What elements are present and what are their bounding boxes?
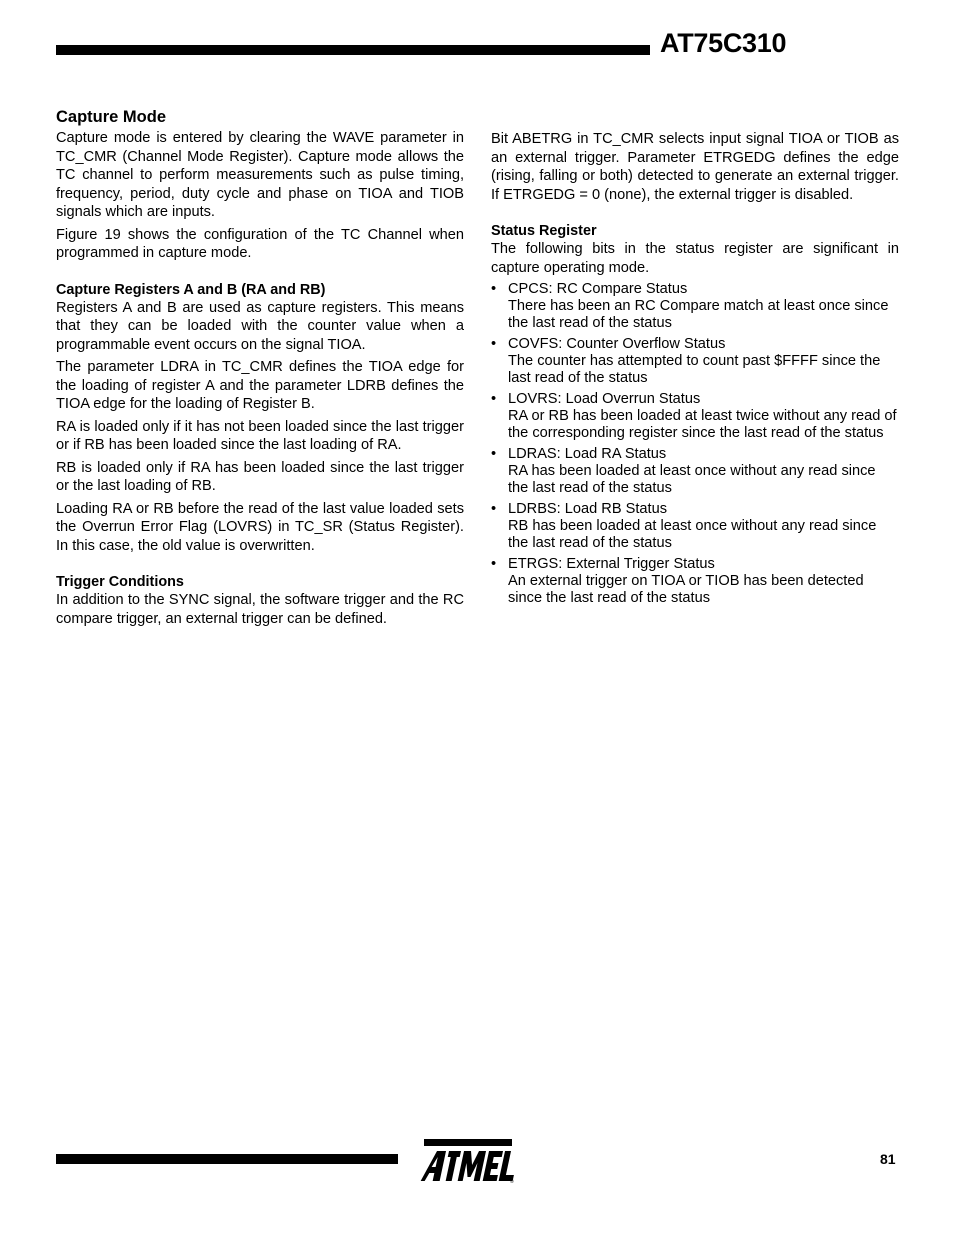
list-item — [491, 556, 899, 607]
bullet-icon: • — [491, 281, 497, 297]
document-title: AT75C310 — [660, 28, 787, 58]
paragraph: Loading RA or RB before the read of the last value loaded sets the Overrun Error Flag (LOVRS) in TC_SR (Status Register). In this case, the old value is overwritten. — [56, 500, 464, 554]
svg-text:®: ® — [510, 1179, 514, 1185]
paragraph: The parameter LDRA in TC_CMR defines the TIOA edge for the loading of register A and the parameter LDRB defines the TIOA edge for the loading of Register B. — [56, 359, 464, 412]
paragraph: In addition to the SYNC signal, the software trigger and the RC compare trigger, an external trigger can be defined. — [56, 592, 464, 627]
bullet-icon: • — [491, 336, 497, 352]
status-bit-list — [491, 281, 899, 607]
list-item-desc: RA has been loaded at least once without any read since the last read of the status — [508, 463, 876, 496]
list-item-desc: RB has been loaded at least once without any read since the last read of the status — [508, 518, 877, 551]
header-rule — [56, 45, 650, 55]
paragraph: RB is loaded only if RA has been loaded since the last trigger or the last loading of RB. — [56, 459, 464, 494]
right-column — [491, 130, 899, 611]
subheading-status-register: Status Register — [491, 223, 597, 239]
list-item — [491, 336, 899, 387]
atmel-logo-icon — [412, 1137, 514, 1185]
paragraph: The following bits in the status register are significant in capture operating mode. — [491, 241, 899, 276]
list-item — [491, 446, 899, 497]
section-heading-capture-mode: Capture Mode — [56, 108, 167, 126]
list-item-title: CPCS: RC Compare Status — [508, 281, 688, 297]
list-item — [491, 281, 899, 332]
subheading-capture-registers: Capture Registers A and B (RA and RB) — [56, 281, 326, 298]
bullet-icon: • — [491, 446, 497, 462]
list-item-desc: RA or RB has been loaded at least twice without any read of the corresponding register since the last read of the status — [508, 408, 897, 441]
list-item-desc: There has been an RC Compare match at least once since the last read of the status — [508, 298, 889, 331]
bullet-icon: • — [491, 501, 497, 517]
paragraph: Capture mode is entered by clearing the WAVE parameter in TC_CMR (Channel Mode Register). Capture mode allows the TC channel to perform measurements such as pulse timing, frequency, period, duty cycle and phase on TIOA and TIOB signals which are inputs. — [56, 130, 464, 220]
list-item — [491, 501, 899, 552]
paragraph: Bit ABETRG in TC_CMR selects input signal TIOA or TIOB as an external trigger. Parameter ETRGEDG defines the edge (rising, falling or both) detected to generate an external trigger. If ETRGEDG = 0 (none), the external trigger is disabled. — [491, 131, 899, 203]
list-item-title: LDRBS: Load RB Status — [508, 501, 667, 517]
list-item-title: COVFS: Counter Overflow Status — [508, 336, 726, 352]
list-item-desc: The counter has attempted to count past $FFFF since the last read of the status — [508, 353, 881, 386]
list-item-title: LOVRS: Load Overrun Status — [508, 391, 701, 407]
bullet-icon: • — [491, 391, 497, 407]
page-number: 81 — [880, 1151, 896, 1167]
paragraph: Registers A and B are used as capture registers. This means that they can be loaded with the counter value when a programmable event occurs on the signal TIOA. — [56, 299, 464, 353]
footer-rule — [56, 1154, 398, 1164]
list-item — [491, 391, 899, 442]
subheading-trigger-conditions: Trigger Conditions — [56, 574, 184, 590]
paragraph: Figure 19 shows the configuration of the TC Channel when programmed in capture mode. — [56, 226, 464, 261]
list-item-title: ETRGS: External Trigger Status — [508, 556, 715, 572]
left-column — [56, 107, 464, 632]
list-item-title: LDRAS: Load RA Status — [508, 446, 667, 462]
list-item-desc: An external trigger on TIOA or TIOB has been detected since the last read of the status — [508, 573, 864, 606]
bullet-icon: • — [491, 556, 497, 572]
paragraph: RA is loaded only if it has not been loaded since the last trigger or if RB has been loaded since the last loading of RA. — [56, 418, 464, 453]
